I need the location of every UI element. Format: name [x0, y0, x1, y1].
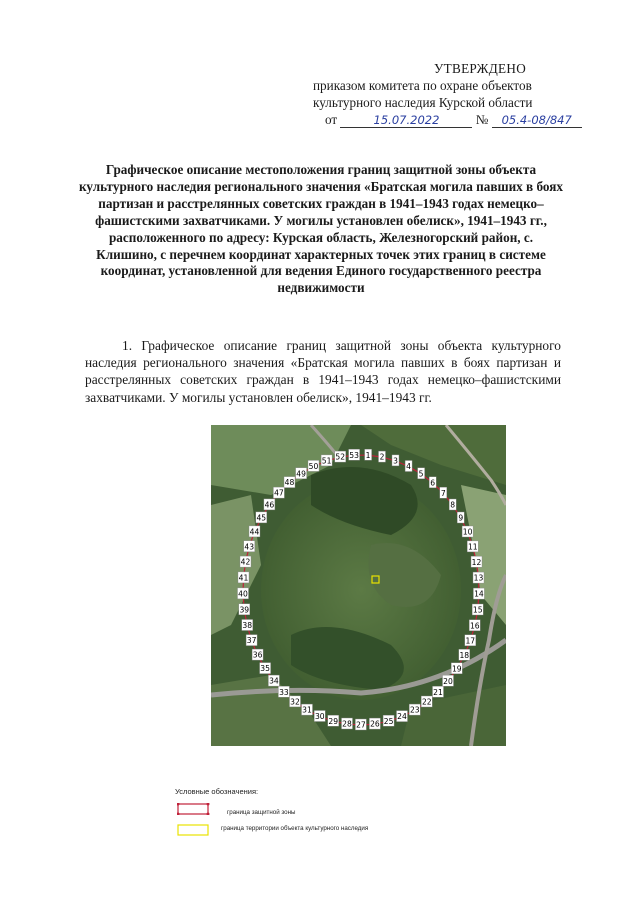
boundary-point-label: 40	[238, 589, 248, 599]
boundary-point-label: 51	[321, 456, 332, 466]
boundary-point-label: 16	[469, 621, 480, 631]
boundary-point	[239, 604, 250, 615]
boundary-point	[462, 526, 473, 537]
boundary-point-label: 27	[356, 720, 366, 730]
boundary-point-label: 7	[440, 488, 446, 498]
boundary-point-label: 45	[256, 513, 267, 523]
boundary-point	[473, 572, 484, 583]
boundary-point-label: 35	[260, 664, 270, 674]
boundary-point	[473, 588, 484, 599]
boundary-point-label: 11	[467, 542, 478, 552]
legend-title: Условные обозначения:	[175, 787, 259, 796]
boundary-point-label: 25	[383, 716, 394, 726]
boundary-point-label: 1	[365, 450, 371, 460]
boundary-point	[249, 526, 260, 537]
boundary-point	[383, 715, 394, 726]
boundary-point	[302, 704, 313, 715]
section-1-paragraph	[85, 337, 561, 406]
boundary-point	[433, 686, 444, 697]
boundary-point-label: 23	[409, 705, 420, 715]
boundary-point	[242, 620, 253, 631]
boundary-point	[421, 696, 432, 707]
boundary-point	[264, 499, 275, 510]
boundary-point-label: 39	[239, 605, 250, 615]
boundary-point	[244, 541, 255, 552]
boundary-point	[440, 487, 447, 498]
boundary-point-label: 53	[349, 450, 359, 460]
boundary-point	[471, 556, 482, 567]
document-title: Графическое описание местоположения границ защитной зоны объекта культурного наследия регионального значения «Братская могила павших в боях партизан и расстрелянных советских граждан в 1941–1943 годах немецко–фашистскими захватчиками. У могилы установлен обелиск», 1941–1943 гг., расположенного по адресу: Курская область, Железногорский район, с. Клишино, с перечнем координат характерных точек этих границ в системе координат, установленной для ведения Единого государственного реестра недвижимости	[79, 162, 563, 296]
boundary-point-label: 48	[284, 478, 295, 488]
boundary-point-label: 18	[459, 650, 470, 660]
boundary-point-label: 9	[458, 513, 464, 523]
boundary-point	[238, 572, 249, 583]
boundary-point-label: 19	[451, 664, 462, 674]
boundary-point-label: 33	[279, 687, 289, 697]
boundary-point-label: 47	[274, 488, 284, 498]
boundary-point	[335, 451, 346, 462]
boundary-point	[392, 455, 399, 466]
boundary-point-label: 4	[406, 462, 412, 472]
boundary-point	[365, 449, 372, 460]
section-1-text: 1. Графическое описание границ защитной зоны объекта культурного наследия регионального значения «Братская могила павших в боях партизан и расстрелянных советских граждан в 1941–1943 годах немецко–фашистскими захватчиками. У могилы установлен обелиск», 1941–1943 гг.	[85, 338, 561, 405]
boundary-point-label: 31	[302, 705, 312, 715]
boundary-point-label: 26	[370, 719, 380, 729]
boundary-point	[290, 696, 301, 707]
boundary-point-label: 52	[335, 452, 346, 462]
boundary-point	[308, 460, 319, 471]
boundary-point	[278, 686, 289, 697]
legend-territory-label: граница территории объекта культурного наследия	[221, 825, 369, 832]
legend-zone-label: граница защитной зоны	[227, 809, 296, 816]
legend-zone-symbol	[177, 803, 211, 815]
boundary-point	[268, 675, 279, 686]
boundary-point-label: 15	[472, 605, 483, 615]
boundary-point	[328, 715, 339, 726]
boundary-point	[321, 455, 332, 466]
number-prefix: №	[475, 112, 489, 127]
boundary-point	[342, 718, 353, 729]
boundary-point	[467, 541, 478, 552]
boundary-point	[379, 451, 386, 462]
boundary-point-label: 14	[474, 589, 484, 599]
approval-line-1: приказом комитета по охране объектов	[313, 78, 532, 93]
boundary-point	[284, 477, 295, 488]
map-canvas	[211, 425, 506, 746]
approval-line-2: культурного наследия Курской области	[313, 95, 533, 110]
boundary-point-label: 8	[450, 500, 456, 510]
boundary-point-label: 13	[473, 573, 484, 583]
boundary-point-label: 42	[240, 557, 251, 567]
boundary-point	[397, 711, 408, 722]
boundary-point	[405, 461, 412, 472]
boundary-point-label: 3	[393, 456, 398, 466]
boundary-point	[349, 449, 360, 460]
boundary-point	[256, 512, 267, 523]
boundary-point-label: 30	[314, 712, 325, 722]
boundary-point	[314, 711, 325, 722]
boundary-point	[443, 675, 454, 686]
boundary-point-label: 12	[471, 557, 482, 567]
boundary-point	[429, 477, 436, 488]
boundary-point	[240, 556, 251, 567]
boundary-point-label: 41	[238, 573, 249, 583]
boundary-point-label: 38	[242, 621, 253, 631]
approval-date-number	[305, 111, 605, 128]
boundary-point	[355, 719, 366, 730]
legend-territory-symbol	[177, 824, 211, 836]
approval-block	[305, 60, 605, 128]
boundary-point-label: 10	[462, 527, 473, 537]
boundary-point	[238, 588, 249, 599]
boundary-point	[465, 635, 476, 646]
boundary-point	[469, 620, 480, 631]
boundary-point-label: 28	[342, 719, 352, 729]
date-prefix: от	[325, 112, 338, 127]
boundary-point-label: 46	[264, 500, 275, 510]
boundary-point	[273, 487, 284, 498]
boundary-point	[472, 604, 483, 615]
boundary-point-label: 37	[246, 636, 257, 646]
legend	[175, 787, 455, 832]
boundary-point-label: 20	[443, 676, 453, 686]
boundary-point	[451, 663, 462, 674]
boundary-point	[418, 468, 425, 479]
boundary-point-label: 50	[308, 462, 319, 471]
boundary-point	[252, 649, 263, 660]
boundary-point-label: 5	[418, 469, 424, 479]
date-value: 15.07.2022	[340, 114, 472, 128]
boundary-point-label: 49	[296, 469, 306, 479]
boundary-point	[246, 635, 257, 646]
boundary-point-label: 29	[328, 716, 339, 726]
boundary-point-label: 32	[290, 697, 300, 707]
boundary-point	[459, 649, 470, 660]
boundary-point	[260, 663, 271, 674]
boundary-point-label: 44	[249, 527, 260, 537]
boundary-point	[449, 499, 456, 510]
boundary-point-label: 22	[421, 697, 432, 707]
boundary-point-label: 2	[379, 452, 385, 462]
boundary-point-label: 17	[465, 636, 476, 646]
approval-heading: УТВЕРЖДЕНО	[433, 61, 527, 76]
boundary-point-label: 34	[269, 676, 279, 686]
boundary-point-label: 6	[430, 478, 436, 488]
boundary-point-label: 21	[433, 687, 443, 697]
boundary-point	[296, 468, 307, 479]
boundary-point-label: 43	[244, 542, 255, 552]
boundary-point	[369, 718, 380, 729]
boundary-point	[409, 704, 420, 715]
number-value: 05.4-08/847	[492, 114, 582, 128]
satellite-map	[211, 425, 506, 746]
boundary-point-label: 36	[252, 650, 263, 660]
boundary-point	[457, 512, 464, 523]
boundary-point-label: 24	[397, 712, 407, 722]
